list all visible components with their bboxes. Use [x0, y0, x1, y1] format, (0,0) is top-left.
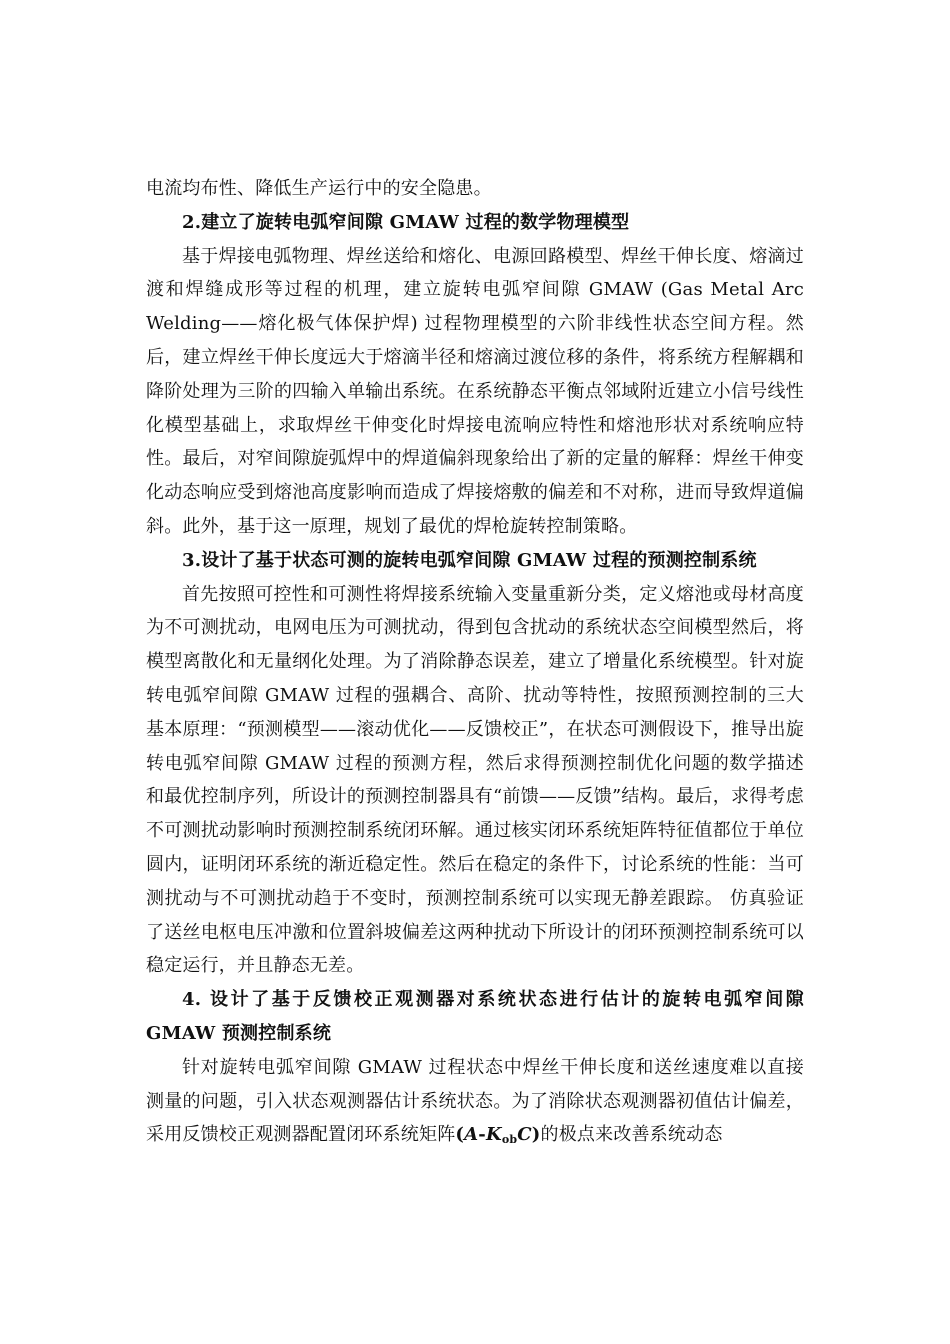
- matrix-open-paren: (: [455, 1124, 465, 1146]
- matrix-close-paren: ): [531, 1124, 541, 1146]
- document-body: [146, 172, 804, 1152]
- matrix-k-subscript: ob: [501, 1133, 518, 1147]
- matrix-k: K: [485, 1124, 502, 1146]
- matrix-minus: -: [478, 1124, 486, 1146]
- section-3-heading: 3.设计了基于状态可测的旋转电弧窄间隙 GMAW 过程的预测控制系统: [182, 549, 757, 571]
- section-4-text-before: 针对旋转电弧窄间隙 GMAW 过程状态中焊丝干伸长度和送丝速度难以直接测量的问题，引入状态观测器估计系统状态。为了消除状态观测器初值估计偏差，采用反馈校正观测器配置闭环系统矩阵: [146, 1056, 804, 1146]
- matrix-expression: [455, 1124, 540, 1145]
- section-4-paragraph: [146, 1051, 804, 1152]
- section-4-text-after: 的极点来改善系统动态: [540, 1124, 723, 1146]
- section-2-paragraph: 基于焊接电弧物理、焊丝送给和熔化、电源回路模型、焊丝干伸长度、熔滴过渡和焊缝成形等过程的机理，建立旋转电弧窄间隙 GMAW (Gas Metal Arc Welding——熔化极气体保护焊) 过程物理模型的六阶非线性状态空间方程。然后，建立焊丝干伸长度远大于熔滴半径和熔滴过渡位移的条件，将系统方程解耦和降阶处理为三阶的四输入单输出系统。在系统静态平衡点邻域附近建立小信号线性化模型基础上，求取焊丝干伸变化时焊接电流响应特性和熔池形状对系统响应特性。最后，对窄间隙旋弧焊中的焊道偏斜现象给出了新的定量的解释：焊丝干伸变化动态响应受到熔池高度影响而造成了焊接熔敷的偏差和不对称，进而导致焊道偏斜。此外，基于这一原理，规划了最优的焊枪旋转控制策略。: [146, 245, 804, 537]
- section-4-heading: 4. 设计了基于反馈校正观测器对系统状态进行估计的旋转电弧窄间隙 GMAW 预测控制系统: [146, 989, 804, 1044]
- matrix-a: A: [464, 1124, 479, 1146]
- paragraph-continuation: 电流均布性、降低生产运行中的安全隐患。: [146, 178, 492, 199]
- section-3-paragraph: 首先按照可控性和可测性将焊接系统输入变量重新分类，定义熔池或母材高度为不可测扰动，电网电压为可测扰动，得到包含扰动的系统状态空间模型然后，将模型离散化和无量纲化处理。为了消除静态误差，建立了增量化系统模型。针对旋转电弧窄间隙 GMAW 过程的强耦合、高阶、扰动等特性，按照预测控制的三大基本原理：“预测模型——滚动优化——反馈校正”，在状态可测假设下，推导出旋转电弧窄间隙 GMAW 过程的预测方程，然后求得预测控制优化问题的数学描述和最优控制序列，所设计的预测控制器具有“前馈——反馈”结构。最后，求得考虑不可测扰动影响时预测控制系统闭环解。通过核实闭环系统矩阵特征值都位于单位圆内，证明闭环系统的渐近稳定性。然后在稳定的条件下，讨论系统的性能：当可测扰动与不可测扰动趋于不变时，预测控制系统可以实现无静差跟踪。 仿真验证了送丝电枢电压冲激和位置斜坡偏差这两种扰动下所设计的闭环预测控制系统可以稳定运行，并且静态无差。: [146, 583, 804, 977]
- section-2-heading: 2.建立了旋转电弧窄间隙 GMAW 过程的数学物理模型: [182, 211, 630, 233]
- matrix-c: C: [517, 1124, 532, 1146]
